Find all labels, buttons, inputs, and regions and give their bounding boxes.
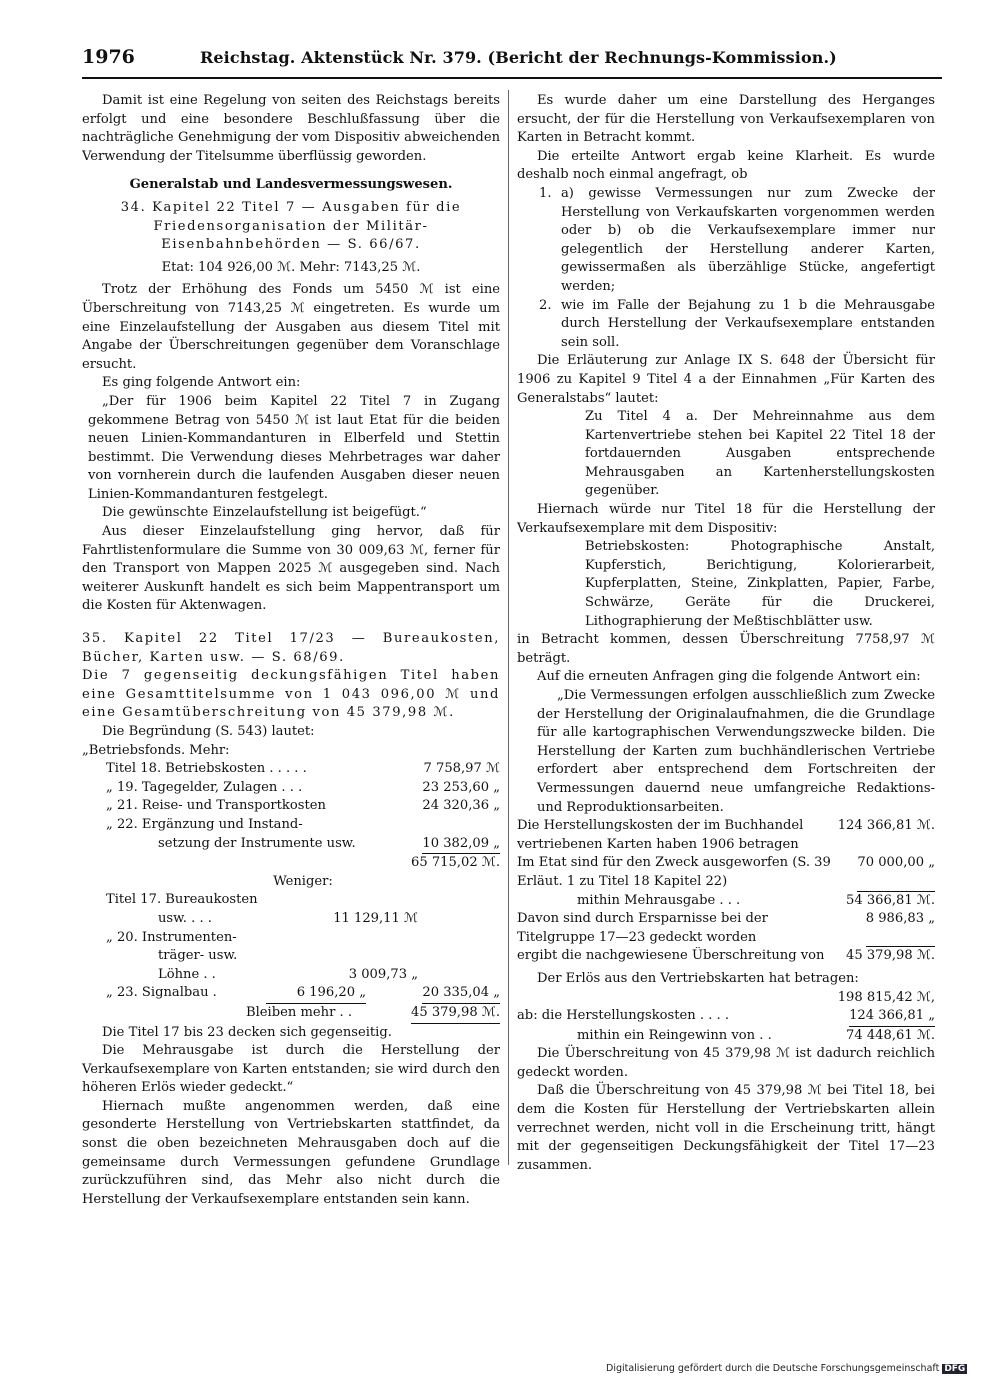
calc-row: mithin ein Reingewinn von . . 74 448,61 ℳ. xyxy=(577,1027,935,1043)
calc-row: ergibt die nachgewiesene Überschreitung von 45 379,98 ℳ. xyxy=(517,948,935,964)
item-34-etat: Etat: 104 926,00 ℳ. Mehr: 7143,25 ℳ. xyxy=(161,259,421,275)
paragraph: Aus dieser Einzelaufstellung ging hervor, daß für Fahrtlistenformulare die Summe von 30 009,63 ℳ, ferner für den Transport von Mappen 2025 ℳ ausgegeben sind. Nach weiterer Auskunft handelt es sich beim Mappentransport um die Kosten für Aktenwagen. xyxy=(82,524,500,614)
table-row: Löhne . . 3 009,73 „ xyxy=(158,966,418,982)
quote-start: „Betriebsfonds. Mehr: xyxy=(82,742,230,758)
paragraph: Die 7 gegenseitig deckungsfähigen Titel haben eine Gesamttitelsumme von 1 043 096,00 ℳ und eine Gesamtüberschreitung von 45 379,98 ℳ. xyxy=(82,668,500,721)
table-row: setzung der Instrumente usw. 10 382,09 „ xyxy=(106,835,500,855)
quote-block: Zu Titel 4 a. Der Mehreinnahme aus dem Kartenvertriebe stehen bei Kapitel 22 Titel 18 der fortdauernden Ausgaben entsprechende Mehrausgaben an Kartenherstellungskosten gegenüber. xyxy=(585,409,935,499)
table-total: 65 715,02 ℳ. xyxy=(411,855,500,871)
table-row: „ 23. Signalbau . 6 196,20 „ 20 335,04 „ xyxy=(106,984,500,1004)
paragraph: in Betracht kommen, dessen Überschreitung 7758,97 ℳ beträgt. xyxy=(517,632,935,666)
quote-block: Betriebskosten: Photographische Anstalt, Kupferstich, Berichtigung, Kolorierarbeit, Kupferplatten, Steine, Zinkplatten, Papier, Farbe, Schwärze, Geräte für die Druckerei, Lithographierung der Meßtischblätter usw. xyxy=(585,539,935,629)
paragraph: Die Titel 17 bis 23 decken sich gegenseitig. xyxy=(102,1024,392,1040)
table-row: Titel 18. Betriebskosten . . . . . 7 758,97 ℳ xyxy=(106,761,500,777)
item-34-title: 34. Kapitel 22 Titel 7 — Ausgaben für die Friedensorganisation der Militär-Eisenbahnbehörden — S. 66/67. xyxy=(120,199,462,253)
paragraph: Hiernach würde nur Titel 18 für die Herstellung der Verkaufsexemplare mit dem Dispositiv: xyxy=(517,502,935,536)
paragraph: Der Erlös aus den Vertriebskarten hat betragen: xyxy=(537,970,859,986)
paragraph: Es wurde daher um eine Darstellung des Herganges ersucht, der für die Herstellung von Verkaufsexemplaren von Karten in Betracht kommt. xyxy=(517,93,935,146)
weniger-heading: Weniger: xyxy=(273,873,333,889)
table-total: Bleiben mehr . . 45 379,98 ℳ. xyxy=(106,1004,500,1024)
paragraph: Es ging folgende Antwort ein: xyxy=(102,375,301,391)
paragraph: Hiernach mußte angenommen werden, daß eine gesonderte Herstellung von Vertriebskarten stattfindet, da sonst die oben bezeichneten Mehrausgaben doch auf die gemeinsame durch Vermessungen gefundene Grundlage zurückzuführen sind, das Mehr also nicht durch die Herstellung der Verkaufsexemplare entstanden sein kann. xyxy=(82,1098,500,1207)
page-header xyxy=(82,46,942,76)
paragraph: Auf die erneuten Anfragen ging die folgende Antwort ein: xyxy=(537,669,921,685)
list-item: 1. a) gewisse Vermessungen nur zum Zwecke der Herstellung von Verkaufskarten vorgenommen werden oder b) ob die Verkaufsexemplare immer nur gelegentlich der Herstellung anderer Karten, gewissermaßen als überzählige Stücke, angefertigt werden; xyxy=(539,185,935,294)
table-row: „ 21. Reise- und Transportkosten 24 320,36 „ xyxy=(106,798,500,814)
calc-row: ab: die Herstellungskosten . . . . 124 366,81 „ xyxy=(517,1007,935,1027)
calc-row: Im Etat sind für den Zweck ausgeworfen (S. 39 Erläut. 1 zu Titel 18 Kapitel 22) 70 000,00 „ xyxy=(517,854,935,891)
paragraph: Die Überschreitung von 45 379,98 ℳ ist dadurch reichlich gedeckt worden. xyxy=(517,1046,935,1080)
running-title: Reichstag. Aktenstück Nr. 379. (Bericht der Rechnungs-Kommission.) xyxy=(200,48,837,67)
table-row: träger- usw. xyxy=(158,948,238,964)
paragraph: Die Mehrausgabe ist durch die Herstellung der Verkaufsexemplare von Karten entstanden; sie wird durch den höheren Erlös wieder gedeckt.“ xyxy=(82,1043,500,1096)
calc-row: Die Herstellungskosten der im Buchhandel vertriebenen Karten haben 1906 betragen 124 366,81 ℳ. xyxy=(517,818,935,852)
calc-row: mithin Mehrausgabe . . . 54 366,81 ℳ. xyxy=(577,892,935,908)
expense-table xyxy=(82,760,500,1023)
dfg-logo: DFG xyxy=(944,1364,966,1374)
quote: „Die Vermessungen erfolgen ausschließlich zum Zwecke der Herstellung der Originalaufnahmen, die die Grundlage für alle kartographischen Verwendungszwecke bilden. Die Herstellung der Karten zum buchhändlerischen Vertriebe erfordert aber entsprechend dem Fortschreiten der Vermessungen dauernd neue umfangreiche Redaktions- und Reproduktionsarbeiten. xyxy=(537,688,935,815)
quote: „Der für 1906 beim Kapitel 22 Titel 7 in Zugang gekommene Betrag von 5450 ℳ ist laut Etat für die beiden neuen Linien-Kommandanturen in Elberfeld und Stettin bestimmt. Die Verwendung dieses Mehrbetrages war daher von vornherein durch die laufenden Ausgaben dieser neuen Linien-Kommandanturen festgelegt. xyxy=(88,393,500,502)
paragraph: Trotz der Erhöhung des Fonds um 5450 ℳ ist eine Überschreitung von 7143,25 ℳ eingetreten. Es wurde um eine Einzelaufstellung der Ausgaben aus diesem Titel mit Angabe der Überschreitungen gegenüber dem Voranschlage ersucht. xyxy=(82,282,500,372)
quote: Die gewünschte Einzelaufstellung ist beigefügt.“ xyxy=(102,505,427,521)
table-row: „ 19. Tagegelder, Zulagen . . . 23 253,60 „ xyxy=(106,779,500,795)
table-row: usw. . . . 11 129,11 ℳ xyxy=(158,910,418,926)
paragraph: Die Erläuterung zur Anlage IX S. 648 der Übersicht für 1906 zu Kapitel 9 Titel 4 a der Einnahmen „Für Karten des Generalstabs“ lautet: xyxy=(517,353,935,406)
header-rule xyxy=(82,77,942,79)
column-divider xyxy=(508,90,509,1165)
paragraph: Damit ist eine Regelung von seiten des Reichstags bereits erfolgt und eine besondere Beschlußfassung über die nachträgliche Genehmigung der vom Dispositiv abweichenden Verwendung der Titelsumme überflüssig geworden. xyxy=(82,93,500,164)
calc-row: Davon sind durch Ersparnisse bei der Titelgruppe 17—23 gedeckt worden 8 986,83 „ xyxy=(517,910,935,947)
list-item: 2. wie im Falle der Bejahung zu 1 b die Mehrausgabe durch Herstellung der Verkaufsexemplare entstanden sein soll. xyxy=(539,297,935,350)
item-35-title: 35. Kapitel 22 Titel 17/23 — Bureaukosten, Bücher, Karten usw. — S. 68/69. xyxy=(82,631,500,665)
table-row: Titel 17. Bureaukosten xyxy=(106,892,258,908)
digitization-footer: Digitalisierung gefördert durch die Deutsche Forschungsgemeinschaft DFG xyxy=(606,1363,966,1374)
table-row: „ 22. Ergänzung und Instand- xyxy=(106,816,303,832)
calc-row: 198 815,42 ℳ, xyxy=(837,989,935,1005)
section-heading: Generalstab und Landesvermessungswesen. xyxy=(129,177,453,193)
right-column xyxy=(517,92,935,1175)
paragraph: Die Begründung (S. 543) lautet: xyxy=(102,724,315,739)
table-row: „ 20. Instrumenten- xyxy=(106,929,237,945)
paragraph: Die erteilte Antwort ergab keine Klarheit. Es wurde deshalb noch einmal angefragt, ob xyxy=(517,148,935,183)
left-column xyxy=(82,92,500,1209)
page-number: 1976 xyxy=(82,46,135,68)
paragraph: Daß die Überschreitung von 45 379,98 ℳ bei Titel 18, bei dem die Kosten für Herstellung der Vertriebskarten allein verrechnet werden, nicht voll in die Erscheinung tritt, hängt mit der gegenseitigen Deckungsfähigkeit der Titel 17—23 zusammen. xyxy=(517,1083,935,1173)
